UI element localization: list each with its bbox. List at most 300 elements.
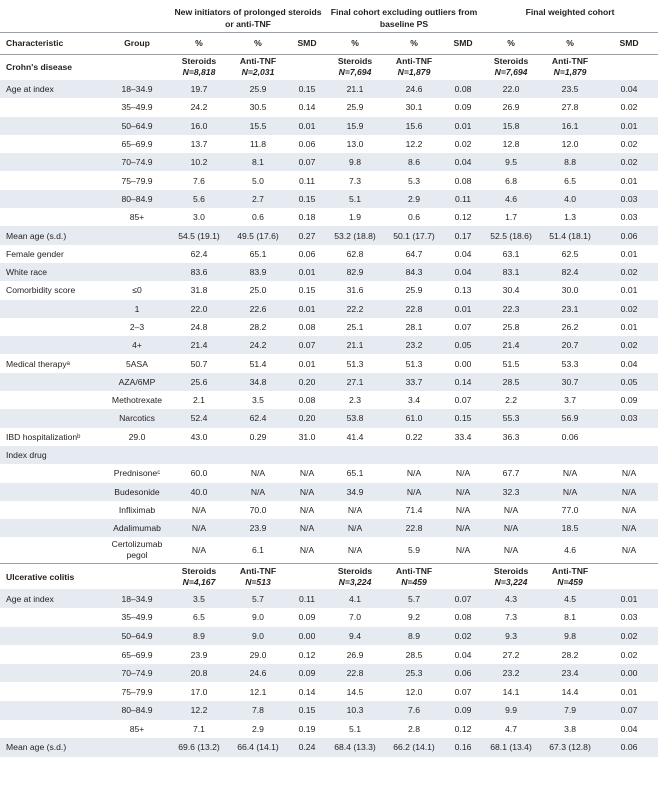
value-cell: 0.02 (600, 300, 658, 318)
characteristic-cell (0, 664, 104, 683)
value-cell: 0.15 (444, 409, 482, 427)
value-cell: N/A (384, 483, 444, 501)
value-cell: 0.02 (620, 139, 638, 150)
value-cell: 4.3 (482, 589, 540, 608)
value-cell: N/A (503, 504, 519, 515)
value-cell: 22.0 (170, 300, 228, 318)
value-cell: 5.9 (408, 545, 420, 556)
value-cell: 14.1 (502, 686, 520, 697)
group-cell (104, 738, 170, 757)
characteristic-cell (0, 208, 104, 226)
value-cell: 0.29 (249, 431, 267, 442)
value-cell: N/A (540, 483, 600, 501)
value-cell: 0.06 (600, 738, 658, 757)
value-cell: 27.8 (561, 102, 579, 113)
value-cell: 0.01 (288, 263, 326, 281)
table-row (0, 428, 658, 446)
value-cell: 23.4 (540, 664, 600, 683)
cohort-size-cell (482, 54, 540, 80)
characteristic-cell: Age at index (0, 589, 104, 608)
value-cell: 28.5 (482, 373, 540, 391)
table-row (0, 281, 658, 299)
value-cell: 0.08 (298, 322, 316, 332)
value-cell: 3.7 (564, 395, 577, 406)
cohort-n: N=459 (401, 576, 427, 587)
value-cell: 8.1 (228, 153, 288, 171)
value-cell: 0.07 (454, 322, 472, 332)
value-cell: 7.1 (193, 723, 205, 734)
value-cell: 0.02 (600, 153, 658, 171)
characteristic-cell (0, 336, 104, 354)
table-row (0, 701, 658, 720)
group-cell: 80–84.9 (104, 701, 170, 720)
table-row (0, 446, 658, 464)
group-cell: 50–64.9 (104, 627, 170, 646)
value-cell: 77.0 (561, 504, 579, 515)
value-cell: 0.06 (298, 139, 316, 150)
cohort-label: Anti-TNF (551, 56, 589, 67)
value-cell: 9.9 (482, 701, 540, 720)
value-cell: 32.3 (482, 483, 540, 501)
value-cell: 25.9 (346, 102, 364, 113)
value-cell: N/A (299, 545, 315, 556)
value-cell: 27.1 (326, 373, 384, 391)
value-cell: N/A (170, 519, 228, 537)
value-cell: 0.02 (600, 263, 658, 281)
value-cell: 3.5 (252, 395, 264, 406)
value-cell: 0.07 (454, 686, 472, 697)
value-cell: N/A (562, 468, 578, 479)
value-cell: 0.04 (444, 153, 482, 171)
value-cell: 4.5 (540, 589, 600, 608)
cohort-n: N=1,879 (553, 67, 587, 78)
value-cell: 41.4 (346, 431, 364, 442)
table-row (0, 245, 658, 263)
value-cell: 67.7 (502, 468, 520, 479)
value-cell: 23.5 (540, 80, 600, 98)
value-cell: 9.8 (540, 627, 600, 646)
value-cell: 24.2 (190, 102, 208, 113)
cohort-label: Steroids (337, 565, 373, 576)
group-header: Group (104, 32, 170, 54)
value-cell: 0.14 (298, 686, 316, 697)
characteristic-cell (0, 153, 104, 171)
value-cell: 0.02 (444, 627, 482, 646)
value-cell: N/A (191, 504, 207, 515)
value-cell: 0.11 (444, 190, 482, 208)
value-cell: 0.24 (288, 738, 326, 757)
value-cell: 12.2 (170, 701, 228, 720)
value-cell: 4.6 (482, 190, 540, 208)
value-cell: 50.1 (17.7) (384, 226, 444, 244)
cohort-size-cell (384, 563, 444, 589)
cohort-size-cell (170, 563, 228, 589)
characteristic-cell (0, 373, 104, 391)
value-cell (600, 428, 658, 446)
value-cell: 82.9 (326, 263, 384, 281)
value-cell: 0.12 (298, 649, 316, 660)
group-cell: 1 (104, 300, 170, 318)
table-row (0, 208, 658, 226)
value-cell: 14.4 (561, 686, 579, 697)
value-cell: 0.02 (454, 139, 472, 150)
group-cell: 85+ (129, 723, 145, 734)
value-cell: 24.2 (228, 336, 288, 354)
value-cell: 52.4 (170, 409, 228, 427)
column-header-row (0, 32, 658, 54)
value-cell: 30.5 (249, 102, 267, 113)
cohort-label: Anti-TNF (239, 56, 277, 67)
cohort-size-cell (228, 563, 288, 589)
value-cell: 0.11 (298, 175, 316, 186)
value-cell: 0.01 (444, 117, 482, 135)
value-cell: 0.15 (298, 285, 316, 296)
value-cell: 0.15 (288, 701, 326, 720)
value-cell: 83.1 (482, 263, 540, 281)
value-cell: 62.4 (190, 248, 208, 259)
value-cell: N/A (621, 545, 637, 556)
pct-header: % (228, 32, 288, 54)
value-cell: 25.9 (228, 80, 288, 98)
cohort-n: N=3,224 (338, 576, 372, 587)
characteristic-cell (0, 501, 104, 519)
value-cell: 65.1 (249, 248, 267, 259)
value-cell: N/A (455, 504, 471, 515)
group-cell: 2–3 (129, 322, 145, 332)
cohort-n: N=3,224 (494, 576, 528, 587)
table-row (0, 373, 658, 391)
pct-header: % (170, 32, 228, 54)
value-cell: 0.15 (288, 80, 326, 98)
value-cell: 19.7 (170, 80, 228, 98)
table-row (0, 153, 658, 171)
characteristic-cell: IBD hospitalizationᵇ (6, 431, 81, 442)
value-cell: 3.8 (564, 723, 577, 734)
value-cell: 0.09 (454, 102, 472, 113)
value-cell: 54.5 (19.1) (170, 226, 228, 244)
value-cell: 22.8 (384, 300, 444, 318)
value-cell: 22.2 (326, 300, 384, 318)
cohort-n: N=4,167 (182, 576, 216, 587)
smd-header: SMD (600, 32, 658, 54)
value-cell: 0.09 (298, 612, 316, 623)
value-cell: 31.0 (298, 431, 316, 442)
group-cell: 70–74.9 (104, 153, 170, 171)
value-cell: 22.6 (228, 300, 288, 318)
characteristic-cell (0, 391, 104, 409)
value-cell: 3.5 (170, 589, 228, 608)
table-row (0, 354, 658, 372)
value-cell: 10.3 (326, 701, 384, 720)
value-cell: 0.07 (288, 153, 326, 171)
value-cell: 8.6 (384, 153, 444, 171)
value-cell: 53.3 (561, 358, 579, 369)
value-cell: N/A (288, 519, 326, 537)
value-cell: 0.03 (600, 190, 658, 208)
value-cell: 83.9 (228, 263, 288, 281)
value-cell: 28.2 (561, 649, 579, 660)
value-cell: 15.6 (384, 117, 444, 135)
value-cell: 52.5 (18.6) (482, 226, 540, 244)
value-cell: N/A (347, 504, 363, 515)
value-cell: 23.2 (482, 664, 540, 683)
cohort-size-cell (482, 563, 540, 589)
table-row (0, 318, 658, 336)
value-cell: 0.09 (288, 664, 326, 683)
table-row (0, 645, 658, 664)
cohort-n: N=513 (245, 576, 271, 587)
value-cell: 8.1 (564, 612, 577, 623)
value-cell: 13.0 (346, 139, 364, 150)
section-header-row (0, 54, 658, 80)
group-header-row (0, 0, 658, 32)
value-cell: 0.01 (288, 300, 326, 318)
value-cell: 23.2 (384, 336, 444, 354)
table-row (0, 537, 658, 563)
section-title: Ulcerative colitis (0, 563, 104, 589)
value-cell: 0.01 (620, 686, 638, 697)
value-cell: 0.17 (444, 226, 482, 244)
value-cell (444, 446, 482, 464)
value-cell: 51.5 (502, 358, 520, 369)
group-cell: ≤0 (132, 285, 142, 296)
value-cell: 0.12 (454, 723, 472, 734)
value-cell: 0.04 (454, 649, 472, 660)
value-cell: 0.11 (288, 589, 326, 608)
value-cell: N/A (250, 468, 266, 479)
value-cell: 51.3 (346, 358, 364, 369)
value-cell: 30.7 (540, 373, 600, 391)
pct-header: % (540, 32, 600, 54)
characteristic-cell: Index drug (0, 446, 104, 464)
value-cell: N/A (347, 545, 363, 556)
value-cell: 0.6 (252, 212, 264, 223)
characteristic-cell: Mean age (s.d.) (0, 226, 104, 244)
characteristic-cell (0, 627, 104, 646)
value-cell: 12.2 (405, 139, 423, 150)
value-cell: 83.6 (170, 263, 228, 281)
blank-cell (444, 563, 482, 589)
value-cell: 40.0 (170, 483, 228, 501)
group3-header: Final weighted cohort (525, 7, 615, 17)
characteristic-cell (0, 464, 104, 482)
cohort-label: Steroids (181, 565, 217, 576)
value-cell: 22.0 (482, 80, 540, 98)
value-cell: N/A (406, 468, 422, 479)
value-cell: 15.5 (228, 117, 288, 135)
table-row (0, 608, 658, 627)
value-cell: 28.5 (405, 649, 423, 660)
pct-header: % (384, 32, 444, 54)
value-cell (540, 446, 600, 464)
value-cell: 0.14 (444, 373, 482, 391)
group-cell (104, 446, 170, 464)
cohort-n: N=8,818 (182, 67, 216, 78)
value-cell: 11.8 (249, 139, 267, 150)
value-cell: 24.6 (228, 664, 288, 683)
characteristic-cell: Female gender (6, 248, 64, 259)
value-cell (326, 446, 384, 464)
value-cell: 0.15 (288, 190, 326, 208)
characteristic-cell (0, 519, 104, 537)
value-cell: 6.5 (564, 175, 577, 186)
value-cell: 8.8 (540, 153, 600, 171)
value-cell: 0.16 (444, 738, 482, 757)
cohort-n: N=7,694 (338, 67, 372, 78)
cohort-label: Steroids (493, 565, 529, 576)
value-cell: 25.6 (170, 373, 228, 391)
value-cell: 0.07 (444, 589, 482, 608)
value-cell: 66.2 (14.1) (384, 738, 444, 757)
value-cell: 0.04 (620, 723, 638, 734)
group-cell: 4+ (104, 336, 170, 354)
characteristic-cell (0, 645, 104, 664)
value-cell: 51.4 (18.1) (540, 226, 600, 244)
value-cell: 0.02 (600, 336, 658, 354)
value-cell: 25.3 (384, 664, 444, 683)
value-cell: 30.1 (405, 102, 423, 113)
value-cell: 9.3 (482, 627, 540, 646)
value-cell: 62.8 (346, 248, 364, 259)
cohort-label: Steroids (181, 56, 217, 67)
value-cell: N/A (455, 545, 471, 556)
group-cell (104, 263, 170, 281)
value-cell: 30.0 (561, 285, 579, 296)
table-row (0, 135, 658, 153)
value-cell: 55.3 (482, 409, 540, 427)
group-cell: 35–49.9 (121, 102, 153, 113)
characteristic-cell (0, 483, 104, 501)
value-cell: 7.6 (193, 175, 205, 186)
group-cell (104, 226, 170, 244)
value-cell: N/A (621, 504, 637, 515)
table-row (0, 117, 658, 135)
table-row (0, 171, 658, 189)
value-cell: 9.8 (326, 153, 384, 171)
value-cell: 16.0 (170, 117, 228, 135)
table-row (0, 464, 658, 482)
cohort-label: Anti-TNF (395, 565, 433, 576)
value-cell: 0.08 (454, 612, 472, 623)
value-cell: 33.7 (384, 373, 444, 391)
characteristic-cell (0, 300, 104, 318)
characteristic-cell: Comorbidity score (6, 285, 76, 296)
value-cell: 26.2 (561, 322, 579, 332)
table-row (0, 682, 658, 701)
value-cell: 5.0 (252, 175, 264, 186)
value-cell: N/A (299, 504, 315, 515)
value-cell (384, 446, 444, 464)
crohns-section (0, 54, 658, 563)
value-cell: 10.2 (170, 153, 228, 171)
value-cell: 60.0 (190, 468, 208, 479)
group-cell: Budesonide (104, 483, 170, 501)
table-row (0, 226, 658, 244)
characteristic-header: Characteristic (0, 32, 104, 54)
value-cell: 0.08 (454, 175, 472, 186)
characteristic-cell (0, 117, 104, 135)
value-cell: 0.03 (620, 612, 638, 623)
table-row (0, 80, 658, 98)
value-cell: 8.9 (170, 627, 228, 646)
value-cell: 30.4 (502, 285, 520, 296)
value-cell: 21.4 (170, 336, 228, 354)
value-cell: 1.7 (505, 212, 518, 223)
value-cell: N/A (600, 519, 658, 537)
value-cell: 17.0 (190, 686, 208, 697)
table-row (0, 627, 658, 646)
value-cell: 51.3 (405, 358, 423, 369)
table-row (0, 300, 658, 318)
value-cell: 67.3 (12.8) (540, 738, 600, 757)
table-row (0, 501, 658, 519)
value-cell: 2.8 (408, 723, 420, 734)
value-cell: 0.06 (444, 664, 482, 683)
section-title: Crohn's disease (0, 54, 104, 80)
value-cell: 84.3 (384, 263, 444, 281)
characteristic-cell (0, 171, 104, 189)
value-cell: 63.1 (502, 248, 520, 259)
value-cell: 7.3 (349, 175, 361, 186)
pct-header: % (482, 32, 540, 54)
group-cell: 18–34.9 (104, 589, 170, 608)
value-cell: 15.8 (482, 117, 540, 135)
value-cell: 0.12 (454, 212, 472, 223)
value-cell: 6.1 (252, 545, 264, 556)
value-cell: 65.1 (346, 468, 364, 479)
value-cell: 0.01 (620, 248, 638, 259)
value-cell: 0.07 (454, 395, 472, 406)
value-cell: 0.01 (600, 589, 658, 608)
value-cell (600, 446, 658, 464)
value-cell: 0.00 (454, 358, 472, 369)
value-cell: 0.6 (408, 212, 420, 223)
value-cell: 8.9 (384, 627, 444, 646)
value-cell: 26.9 (502, 102, 520, 113)
value-cell (170, 446, 228, 464)
blank-cell (104, 563, 170, 589)
value-cell: 25.0 (249, 285, 267, 296)
value-cell: N/A (482, 519, 540, 537)
value-cell: 23.9 (190, 649, 208, 660)
value-cell: 26.9 (346, 649, 364, 660)
blank-cell (288, 54, 326, 80)
value-cell: N/A (326, 519, 384, 537)
value-cell: 53.2 (18.8) (326, 226, 384, 244)
value-cell: 29.0 (249, 649, 267, 660)
value-cell: N/A (288, 483, 326, 501)
cohort-size-cell (540, 563, 600, 589)
value-cell: 0.09 (444, 701, 482, 720)
blank-cell (600, 563, 658, 589)
value-cell: 27.2 (502, 649, 520, 660)
group-cell: 50–64.9 (104, 117, 170, 135)
value-cell: 2.7 (228, 190, 288, 208)
value-cell: 9.5 (482, 153, 540, 171)
value-cell: 0.14 (298, 102, 316, 113)
value-cell: N/A (621, 468, 637, 479)
value-cell: 23.9 (228, 519, 288, 537)
value-cell: 2.9 (252, 723, 264, 734)
group-cell: Adalimumab (104, 519, 170, 537)
characteristic-cell (0, 98, 104, 116)
value-cell: 34.8 (228, 373, 288, 391)
value-cell: 0.19 (298, 723, 316, 734)
group-cell: Narcotics (104, 409, 170, 427)
value-cell: 20.8 (170, 664, 228, 683)
value-cell: 5.1 (349, 723, 361, 734)
value-cell: 33.4 (454, 431, 472, 442)
